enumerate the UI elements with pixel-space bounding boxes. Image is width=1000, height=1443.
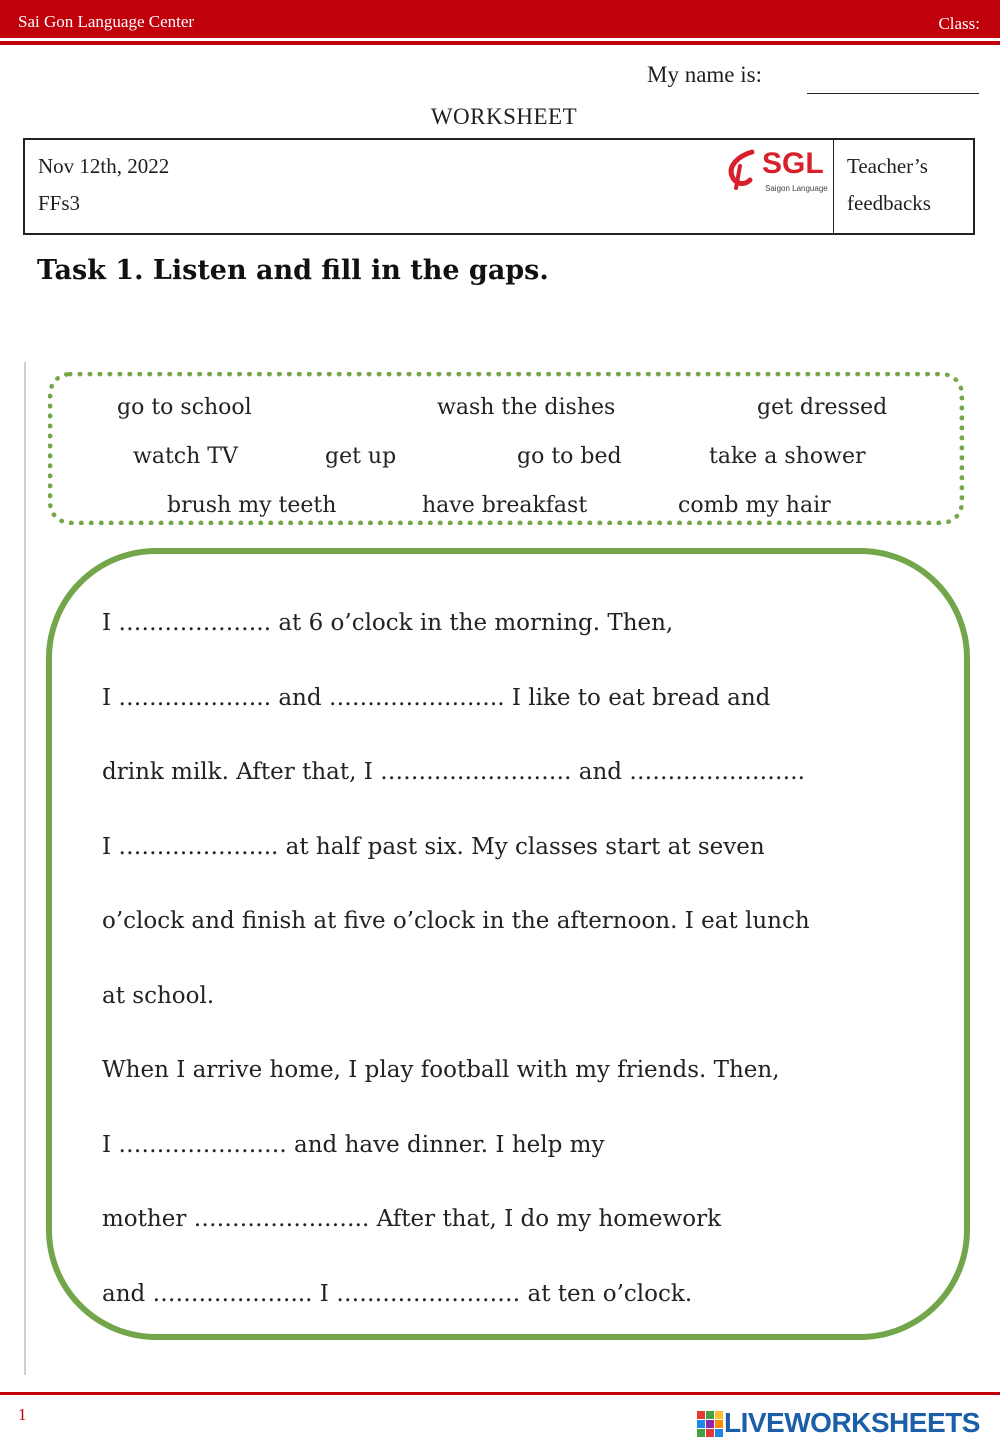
sgl-logo bbox=[722, 146, 832, 194]
word-bank-item[interactable]: comb my hair bbox=[678, 493, 831, 518]
story-line: o’clock and finish at five o’clock in the afternoon. I eat lunch bbox=[102, 908, 810, 934]
header-bar bbox=[0, 0, 1000, 38]
worksheet-title: WORKSHEET bbox=[430, 104, 578, 129]
feedback-label-line2: feedbacks bbox=[847, 191, 931, 215]
liveworksheets-grid-icon bbox=[697, 1411, 723, 1437]
logo-text: SGL bbox=[762, 147, 824, 180]
date-text: Nov 12th, 2022 bbox=[38, 154, 170, 178]
story-line[interactable]: I …………………. and have dinner. I help my bbox=[102, 1132, 605, 1158]
word-bank-item[interactable]: take a shower bbox=[709, 444, 866, 469]
name-blank-line[interactable] bbox=[807, 93, 979, 94]
liveworksheets-logo bbox=[697, 1407, 997, 1439]
feedback-label-line1: Teacher’s bbox=[847, 154, 928, 178]
page-number: 1 bbox=[18, 1405, 27, 1424]
logo-subtext: Saigon Language bbox=[765, 184, 828, 193]
story-line[interactable]: I ……………….. and ………………….. I like to eat bread and bbox=[102, 685, 771, 711]
task-title: Task 1. Listen and fill in the gaps. bbox=[37, 255, 549, 286]
feedback-divider bbox=[833, 140, 834, 235]
word-bank-item[interactable]: have breakfast bbox=[422, 493, 588, 518]
left-margin-rule bbox=[24, 362, 26, 1375]
header-divider bbox=[0, 41, 1000, 45]
brand-text: LIVEWORKSHEETS bbox=[724, 1407, 980, 1438]
class-code: FFs3 bbox=[38, 191, 81, 215]
word-bank-item[interactable]: get up bbox=[325, 444, 397, 469]
story-line: at school. bbox=[102, 983, 215, 1009]
story-line[interactable]: drink milk. After that, I ……………………. and ………………….. bbox=[102, 759, 805, 785]
word-bank-item[interactable]: brush my teeth bbox=[167, 493, 337, 518]
word-bank-item[interactable]: go to school bbox=[117, 395, 252, 420]
story-line[interactable]: I ……………….. at 6 o’clock in the morning. Then, bbox=[102, 610, 674, 636]
story-line[interactable]: mother ………………….. After that, I do my homework bbox=[102, 1206, 722, 1232]
footer-divider bbox=[0, 1392, 1000, 1395]
story-line[interactable]: I ………………... at half past six. My classes start at seven bbox=[102, 834, 765, 860]
word-bank-item[interactable]: get dressed bbox=[757, 395, 888, 420]
class-label: Class: bbox=[938, 14, 980, 33]
word-bank-item[interactable]: go to bed bbox=[517, 444, 622, 469]
word-bank-item[interactable]: watch TV bbox=[133, 444, 238, 469]
center-name: Sai Gon Language Center bbox=[18, 12, 195, 31]
word-bank-item[interactable]: wash the dishes bbox=[437, 395, 616, 420]
info-box bbox=[23, 138, 975, 235]
name-label: My name is: bbox=[647, 62, 762, 87]
story-line[interactable]: and ………………... I …………………… at ten o’clock. bbox=[102, 1281, 693, 1307]
sgl-swoosh-icon bbox=[722, 146, 762, 194]
story-line: When I arrive home, I play football with my friends. Then, bbox=[102, 1057, 780, 1083]
